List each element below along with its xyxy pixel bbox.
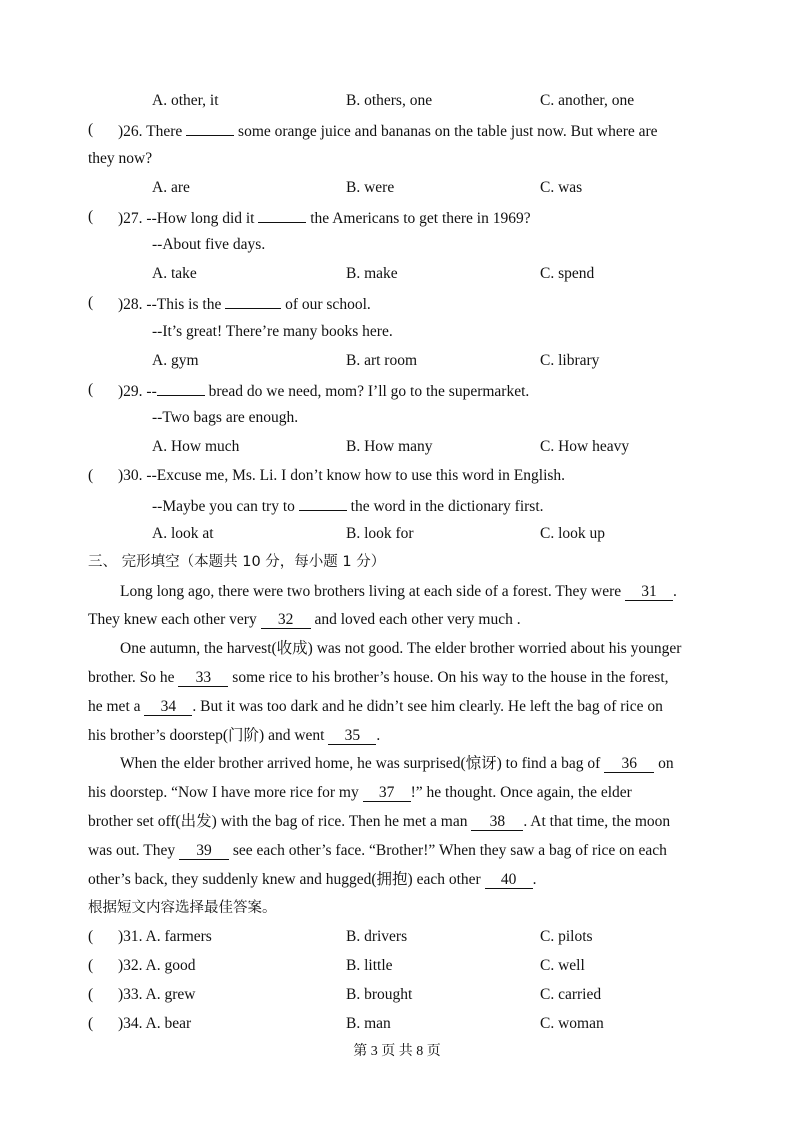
question-stem bbox=[118, 120, 658, 142]
question-29-line2 bbox=[0, 408, 794, 428]
passage-line bbox=[0, 870, 794, 890]
question-29 bbox=[0, 380, 794, 400]
option-c: C. library bbox=[540, 352, 600, 369]
passage-line bbox=[0, 783, 794, 803]
passage-line bbox=[0, 668, 794, 688]
question-30 bbox=[0, 466, 794, 486]
cloze-option-b: B. drivers bbox=[346, 928, 408, 945]
option-b: B. art room bbox=[346, 352, 418, 369]
option-b: B. look for bbox=[346, 525, 414, 542]
answer-blank bbox=[157, 380, 205, 396]
stem-continuation: they now? bbox=[88, 150, 153, 167]
numbered-blank: 36 bbox=[604, 755, 654, 773]
answer-blank bbox=[186, 120, 234, 136]
dialogue-line bbox=[152, 495, 544, 517]
passage-line bbox=[0, 726, 794, 746]
dialogue-line: --About five days. bbox=[152, 236, 266, 253]
option-a: A. How much bbox=[152, 438, 240, 455]
question-number: )27. bbox=[118, 210, 143, 227]
answer-paren: ( bbox=[88, 294, 94, 311]
option-a: A. look at bbox=[152, 525, 214, 542]
passage-text bbox=[88, 610, 521, 630]
cloze-option-c: C. woman bbox=[540, 1015, 604, 1032]
question-27-line2 bbox=[0, 235, 794, 255]
cloze-option-a: )32. A. good bbox=[118, 957, 196, 974]
stem-text: There bbox=[146, 123, 183, 140]
passage-text-span: . But it was too dark and he didn’t see him clearly. He left the bag of rice on bbox=[192, 698, 663, 715]
section-title: 三、 完形填空（本题共 10 分，每小题 1 分） bbox=[88, 554, 386, 570]
option-a: A. are bbox=[152, 179, 190, 196]
answer-paren: ( bbox=[88, 928, 94, 945]
passage-text-span: other’s back, they suddenly knew and hugged(拥抱) each other bbox=[88, 871, 481, 888]
answer-paren: ( bbox=[88, 208, 94, 225]
answer-paren: ( bbox=[88, 381, 94, 398]
numbered-blank: 33 bbox=[178, 669, 228, 687]
question-stem bbox=[118, 466, 565, 486]
passage-text-span: see each other’s face. “Brother!” When they saw a bag of rice on each bbox=[232, 842, 667, 859]
question-30-line2 bbox=[0, 495, 794, 515]
instruction-line bbox=[0, 898, 794, 918]
answer-paren: ( bbox=[88, 1015, 94, 1032]
stem-text: -- bbox=[146, 383, 157, 400]
passage-text-span: brother. So he bbox=[88, 669, 175, 686]
cloze-question bbox=[0, 985, 794, 1005]
passage-text-span: brother set off(出发) with the bag of rice. Then he met a man bbox=[88, 813, 468, 830]
answer-paren: ( bbox=[88, 986, 94, 1003]
cloze-option-b: B. brought bbox=[346, 986, 413, 1003]
passage-text bbox=[88, 812, 670, 832]
passage-text-span: on bbox=[658, 755, 674, 772]
question-27 bbox=[0, 207, 794, 227]
question-28-options bbox=[0, 351, 794, 371]
passage-line bbox=[0, 754, 794, 774]
option-c: C. How heavy bbox=[540, 438, 630, 455]
option-c: C. look up bbox=[540, 525, 606, 542]
option-a: A. take bbox=[152, 265, 197, 282]
question-27-options bbox=[0, 264, 794, 284]
cloze-option-a: )33. A. grew bbox=[118, 986, 196, 1003]
question-28-line2 bbox=[0, 322, 794, 342]
passage-text-span: They knew each other very bbox=[88, 611, 257, 628]
answer-blank bbox=[258, 207, 306, 223]
passage-text-span: his doorstep. “Now I have more rice for my bbox=[88, 784, 359, 801]
option-b: B. make bbox=[346, 265, 398, 282]
passage-text-span: . bbox=[376, 727, 381, 744]
passage-text bbox=[88, 726, 380, 746]
numbered-blank: 37 bbox=[363, 784, 411, 802]
cloze-question bbox=[0, 1014, 794, 1034]
answer-paren: ( bbox=[88, 121, 94, 138]
cloze-question bbox=[0, 956, 794, 976]
passage-text bbox=[88, 783, 632, 803]
passage-line bbox=[0, 610, 794, 630]
passage-text-span: !” he thought. Once again, the elder bbox=[410, 784, 632, 801]
option-c: C. another, one bbox=[540, 92, 635, 109]
option-c: C. was bbox=[540, 179, 583, 196]
passage-text bbox=[88, 668, 669, 688]
stem-text: bread do we need, mom? I’ll go to the supermarket. bbox=[208, 383, 530, 400]
question-26-continued bbox=[0, 149, 794, 169]
answer-paren: ( bbox=[88, 467, 94, 484]
answer-blank bbox=[225, 293, 281, 309]
passage-line bbox=[0, 697, 794, 717]
instruction-text: 根据短文内容选择最佳答案。 bbox=[88, 900, 277, 916]
question-number: )28. bbox=[118, 296, 143, 313]
passage-line bbox=[0, 639, 794, 659]
cloze-option-b: B. little bbox=[346, 957, 393, 974]
passage-text-span: . bbox=[673, 583, 677, 600]
question-26-options bbox=[0, 178, 794, 198]
answer-blank bbox=[299, 495, 347, 511]
cloze-option-a: )31. A. farmers bbox=[118, 928, 212, 945]
passage-text-span: . At that time, the moon bbox=[523, 813, 671, 830]
stem-text: --How long did it bbox=[146, 210, 255, 227]
stem-text: the word in the dictionary first. bbox=[350, 498, 544, 515]
passage-text bbox=[88, 697, 663, 717]
passage-line bbox=[0, 812, 794, 832]
passage-text bbox=[88, 870, 536, 890]
question-number: )30. bbox=[118, 467, 143, 484]
passage-text-span: . bbox=[532, 871, 537, 888]
answer-paren: ( bbox=[88, 957, 94, 974]
passage-line bbox=[0, 841, 794, 861]
option-c: C. spend bbox=[540, 265, 595, 282]
passage-text bbox=[120, 582, 677, 602]
stem-text: the Americans to get there in 1969? bbox=[310, 210, 531, 227]
section-heading bbox=[0, 552, 794, 572]
numbered-blank: 38 bbox=[471, 813, 523, 831]
passage-text bbox=[88, 841, 667, 861]
numbered-blank: 39 bbox=[179, 842, 229, 860]
cloze-option-c: C. pilots bbox=[540, 928, 593, 945]
numbered-blank: 32 bbox=[261, 611, 311, 629]
question-28 bbox=[0, 293, 794, 313]
option-a: A. gym bbox=[152, 352, 199, 369]
stem-text: --Maybe you can try to bbox=[152, 498, 295, 515]
numbered-blank: 40 bbox=[485, 871, 533, 889]
question-number: )29. bbox=[118, 383, 143, 400]
passage-text-span: Long long ago, there were two brothers living at each side of a forest. They were bbox=[120, 583, 622, 600]
question-25-options bbox=[0, 91, 794, 111]
passage-text-span: and loved each other very much . bbox=[314, 611, 521, 628]
passage-text: One autumn, the harvest(收成) was not good. The elder brother worried about his younger bbox=[120, 640, 682, 657]
question-30-options bbox=[0, 524, 794, 544]
option-b: B. were bbox=[346, 179, 395, 196]
stem-text: of our school. bbox=[285, 296, 371, 313]
question-number: )26. bbox=[118, 123, 143, 140]
cloze-option-a: )34. A. bear bbox=[118, 1015, 192, 1032]
stem-text: --This is the bbox=[146, 296, 222, 313]
passage-text-span: When the elder brother arrived home, he was surprised(惊讶) to find a bag of bbox=[120, 755, 601, 772]
question-stem bbox=[118, 380, 529, 402]
passage-text-span: some rice to his brother’s house. On his way to the house in the forest, bbox=[232, 669, 669, 686]
option-b: B. How many bbox=[346, 438, 433, 455]
numbered-blank: 35 bbox=[328, 727, 376, 745]
dialogue-line: --It’s great! There’re many books here. bbox=[152, 323, 393, 340]
option-a: A. other, it bbox=[152, 92, 219, 109]
cloze-question bbox=[0, 927, 794, 947]
question-stem bbox=[118, 207, 531, 229]
passage-line bbox=[0, 582, 794, 602]
numbered-blank: 31 bbox=[625, 583, 673, 601]
cloze-option-b: B. man bbox=[346, 1015, 391, 1032]
cloze-option-c: C. carried bbox=[540, 986, 602, 1003]
dialogue-line: --Excuse me, Ms. Li. I don’t know how to use this word in English. bbox=[146, 467, 566, 484]
option-b: B. others, one bbox=[346, 92, 433, 109]
question-26 bbox=[0, 120, 794, 140]
passage-text-span: his brother’s doorstep(门阶) and went bbox=[88, 727, 325, 744]
stem-text: some orange juice and bananas on the table just now. But where are bbox=[238, 123, 658, 140]
question-stem bbox=[118, 293, 371, 315]
passage-text-span: was out. They bbox=[88, 842, 176, 859]
dialogue-line: --Two bags are enough. bbox=[152, 409, 299, 426]
question-29-options bbox=[0, 437, 794, 457]
passage-text bbox=[120, 754, 674, 774]
cloze-option-c: C. well bbox=[540, 957, 585, 974]
numbered-blank: 34 bbox=[144, 698, 192, 716]
page-footer: 第 3 页 共 8 页 bbox=[353, 1044, 441, 1059]
passage-text-span: he met a bbox=[88, 698, 141, 715]
